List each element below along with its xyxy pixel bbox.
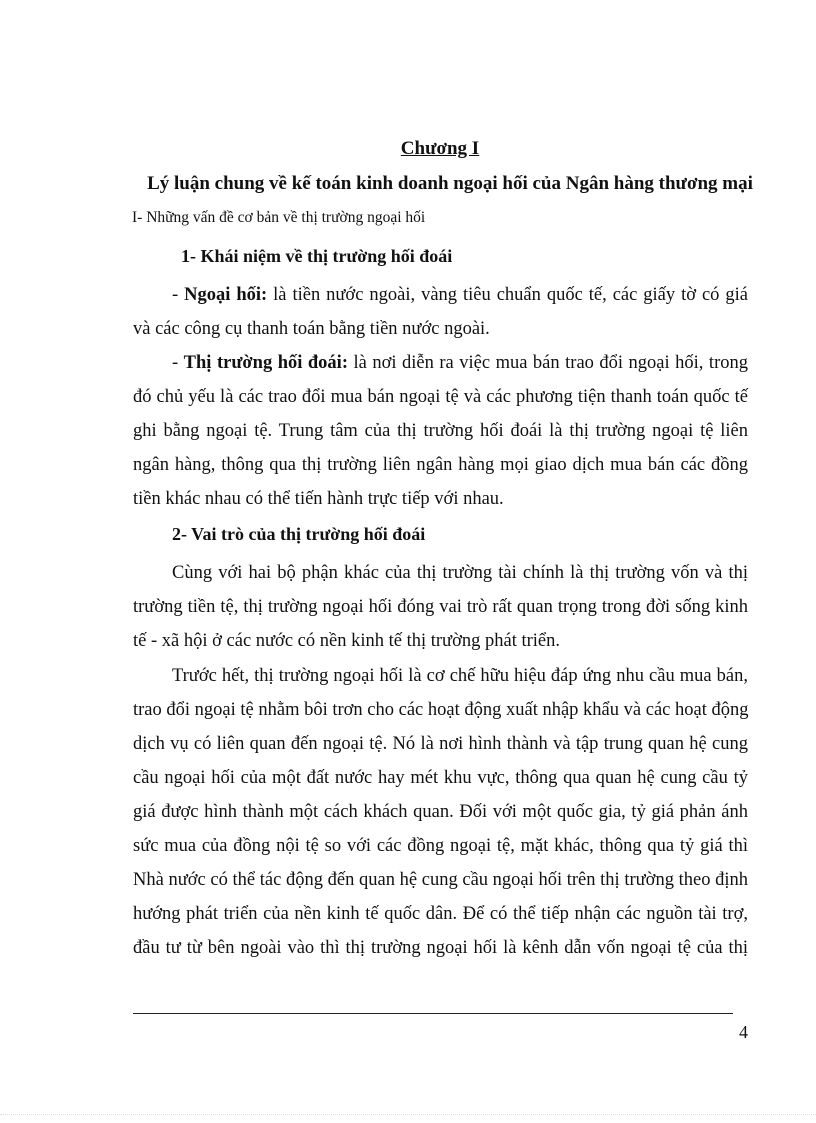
definition-line: và các công cụ thanh toán bằng tiền nước ngoài. xyxy=(133,319,490,339)
section-heading: I- Những vấn đề cơ bản về thị trường ngoại hối xyxy=(132,209,426,226)
page-number: 4 xyxy=(739,1022,748,1042)
subsection-heading-2: 2- Vai trò của thị trường hối đoái xyxy=(172,524,426,544)
definition-line xyxy=(172,351,748,375)
chapter-title: Chương I xyxy=(400,138,480,159)
definition-line: tiền khác nhau có thể tiến hành trực tiếp với nhau. xyxy=(133,489,504,509)
definition-term: Thị trường hối đoái: xyxy=(183,353,348,373)
paragraph-line: trường tiền tệ, thị trường ngoại hối đóng vai trò rất quan trọng trong đời sống kinh xyxy=(133,597,748,617)
definition-line: ngân hàng, thông qua thị trường liên ngân hàng mọi giao dịch mua bán các đồng xyxy=(133,455,748,475)
paragraph-line: tế - xã hội ở các nước có nền kinh tế thị trường phát triển. xyxy=(133,631,560,651)
paragraph-line: dịch vụ có liên quan đến ngoại tệ. Nó là nơi hình thành và tập trung quan hệ cung xyxy=(133,734,748,754)
paragraph-line: Trước hết, thị trường ngoại hối là cơ chế hữu hiệu đáp ứng nhu cầu mua bán, xyxy=(172,666,748,686)
definition-line xyxy=(172,283,748,307)
definition-line: đó chủ yếu là các trao đổi mua bán ngoại tệ và các phương tiện thanh toán quốc tế xyxy=(133,387,748,407)
paragraph-line: Cùng với hai bộ phận khác của thị trường tài chính là thị trường vốn và thị xyxy=(172,563,748,583)
paragraph-line: sức mua của đồng nội tệ so với các đồng ngoại tệ, mặt khác, thông qua tỷ giá thì xyxy=(133,836,748,856)
definition-text: là nơi diễn ra việc mua bán trao đổi ngoại hối, trong xyxy=(347,353,748,373)
paragraph-line: Nhà nước có thể tác động đến quan hệ cung cầu ngoại hối trên thị trường theo định xyxy=(133,870,748,890)
subsection-heading-1: 1- Khái niệm về thị trường hối đoái xyxy=(181,246,453,266)
definition-text: là tiền nước ngoài, vàng tiêu chuẩn quốc tế, các giấy tờ có giá xyxy=(267,285,748,305)
paragraph-line: hướng phát triển của nền kinh tế quốc dân. Để có thể tiếp nhận các nguồn tài trợ, xyxy=(133,904,748,924)
footer-divider xyxy=(133,1013,733,1014)
definition-dash: - xyxy=(172,353,184,373)
definition-term: Ngoại hối: xyxy=(184,285,268,305)
paragraph-line: giá được hình thành một cách khách quan. Đối với một quốc gia, tỷ giá phản ánh xyxy=(133,802,748,822)
definition-dash: - xyxy=(172,285,185,305)
page-edge-divider xyxy=(0,1114,816,1115)
paragraph-line: trao đổi ngoại tệ nhằm bôi trơn cho các hoạt động xuất nhập khẩu và các hoạt động xyxy=(133,700,749,720)
definition-line: ghi bằng ngoại tệ. Trung tâm của thị trường hối đoái là thị trường ngoại tệ liên xyxy=(133,421,748,441)
paragraph-line: đầu tư từ bên ngoài vào thì thị trường ngoại hối là kênh dẫn vốn ngoại tệ của thị xyxy=(133,938,748,958)
chapter-subtitle: Lý luận chung về kế toán kinh doanh ngoại hối của Ngân hàng thương mại xyxy=(147,173,753,194)
paragraph-line: cầu ngoại hối của một đất nước hay mét khu vực, thông qua quan hệ cung cầu tỷ xyxy=(133,768,748,788)
